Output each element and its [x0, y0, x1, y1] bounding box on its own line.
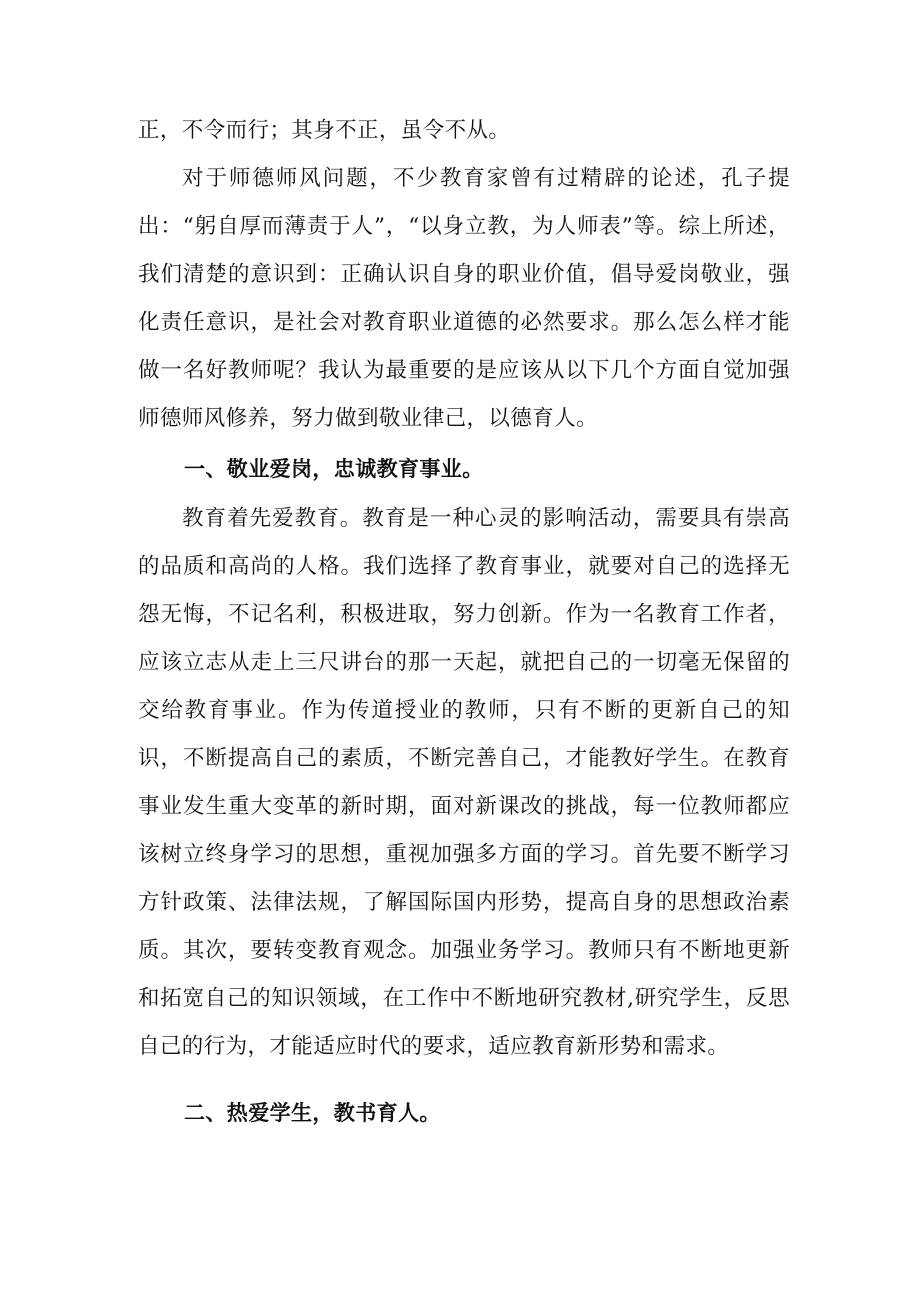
- paragraph-section-1: 教育着先爱教育。教育是一种心灵的影响活动，需要具有崇高的品质和高尚的人格。我们选择了教育事业，就要对自己的选择无怨无悔，不记名利，积极进取，努力创新。作为一名教育工作者，应该立志从走上三尺讲台的那一天起，就把自己的一切毫无保留的交给教育事业。作为传道授业的教师，只有不断的更新自己的知识，不断提高自己的素质，不断完善自己，才能教好学生。在教育事业发生重大变革的新时期，面对新课改的挑战，每一位教师都应该树立终身学习的思想，重视加强多方面的学习。首先要不断学习方针政策、法律法规，了解国际国内形势，提高自身的思想政治素质。其次，要转变教育观念。加强业务学习。教师只有不断地更新和拓宽自己的知识领域，在工作中不断地研究教材,研究学生，反思自己的行为，才能适应时代的要求，适应教育新形势和需求。: [138, 506, 790, 1059]
- section-heading-2: 二、热爱学生，教书育人。: [184, 1101, 441, 1125]
- section-heading-1: 一、敬业爱岗，忠诚教育事业。: [184, 457, 484, 481]
- document-page: [138, 107, 790, 1137]
- paragraph-intro: 对于师德师风问题，不少教育家曾有过精辟的论述，孔子提出：“躬自厚而薄责于人”，“以身立教，为人师表”等。综上所述，我们清楚的意识到：正确认识自身的职业价值，倡导爱岗敬业，强化责任意识，是社会对教育职业道德的必然要求。那么怎么样才能做一名好教师呢？我认为最重要的是应该从以下几个方面自觉加强师德师风修养，努力做到敬业律己，以德育人。: [138, 166, 790, 431]
- spacer: [138, 1071, 790, 1089]
- paragraph-continuation: 正，不令而行；其身不正，虽令不从。: [138, 118, 511, 143]
